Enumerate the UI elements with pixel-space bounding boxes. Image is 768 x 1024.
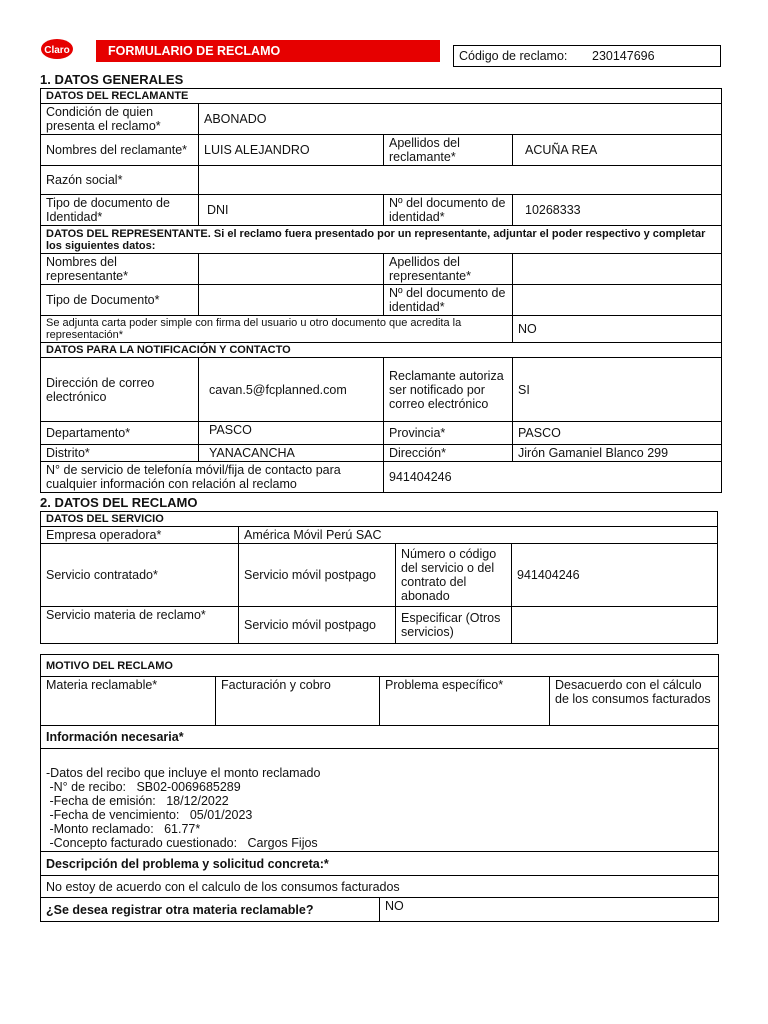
servicio-header: DATOS DEL SERVICIO	[41, 512, 718, 527]
rep-tipo-doc-label: Tipo de Documento*	[41, 285, 199, 316]
empresa-label: Empresa operadora*	[41, 527, 239, 544]
razon-label: Razón social*	[41, 166, 199, 195]
descripcion-header: Descripción del problema y solicitud concreta:*	[41, 852, 719, 876]
info-line: -Monto reclamado: 61.77*	[46, 822, 201, 836]
form-title: FORMULARIO DE RECLAMO	[96, 40, 440, 62]
info-line: -Concepto facturado cuestionado: Cargos Fijos	[46, 836, 318, 850]
problema-value[interactable]: Desacuerdo con el cálculo de los consumos facturados	[550, 677, 719, 726]
telefono-value[interactable]: 941404246	[384, 462, 722, 493]
carta-label: Se adjunta carta poder simple con firma del usuario u otro documento que acredita la representación*	[41, 316, 513, 343]
info-line: -Fecha de emisión: 18/12/2022	[46, 794, 229, 808]
rep-nombres-label: Nombres del representante*	[41, 254, 199, 285]
provincia-label: Provincia*	[384, 422, 513, 445]
section2-title: 2. DATOS DEL RECLAMO	[40, 495, 198, 510]
direccion-label: Dirección*	[384, 445, 513, 462]
rep-nombres-value[interactable]	[199, 254, 384, 285]
distrito-value[interactable]: YANACANCHA	[199, 445, 384, 462]
autoriza-label: Reclamante autoriza ser notificado por correo electrónico	[384, 358, 513, 422]
rep-apellidos-value[interactable]	[513, 254, 722, 285]
rep-tipo-doc-value[interactable]	[199, 285, 384, 316]
info-header: Información necesaria*	[41, 726, 719, 749]
otra-materia-label: ¿Se desea registrar otra materia reclamable?	[41, 898, 380, 922]
departamento-label: Departamento*	[41, 422, 199, 445]
distrito-label: Distrito*	[41, 445, 199, 462]
especificar-value[interactable]	[512, 607, 718, 644]
email-value[interactable]: cavan.5@fcplanned.com	[199, 358, 384, 422]
materia-reclamable-label: Materia reclamable*	[41, 677, 216, 726]
claim-code-value: 230147696	[592, 49, 655, 63]
claim-code-box	[453, 45, 721, 67]
info-line: -Fecha de vencimiento: 05/01/2023	[46, 808, 253, 822]
rep-num-doc-label: Nº del documento de identidad*	[384, 285, 513, 316]
empresa-value[interactable]: América Móvil Perú SAC	[239, 527, 718, 544]
materia-value[interactable]: Servicio móvil postpago	[239, 607, 396, 644]
contratado-label: Servicio contratado*	[41, 544, 239, 607]
especificar-label: Especificar (Otros servicios)	[396, 607, 512, 644]
representante-header: DATOS DEL REPRESENTANTE. Si el reclamo fuera presentado por un representante, adjuntar el poder respectivo y completar los siguientes datos:	[41, 226, 722, 254]
info-content	[41, 749, 719, 852]
email-label: Dirección de correo electrónico	[41, 358, 199, 422]
service-table	[40, 511, 718, 644]
section1-title: 1. DATOS GENERALES	[40, 72, 184, 87]
apellidos-value[interactable]: ACUÑA REA	[513, 135, 722, 166]
rep-apellidos-label: Apellidos del representante*	[384, 254, 513, 285]
nombres-value[interactable]: LUIS ALEJANDRO	[199, 135, 384, 166]
num-doc-value[interactable]: 10268333	[513, 195, 722, 226]
notificacion-header: DATOS PARA LA NOTIFICACIÓN Y CONTACTO	[41, 343, 722, 358]
direccion-value[interactable]: Jirón Gamaniel Blanco 299	[513, 445, 722, 462]
svg-text:Claro: Claro	[44, 45, 70, 56]
condicion-value[interactable]: ABONADO	[199, 104, 722, 135]
general-data-table	[40, 88, 722, 493]
apellidos-label: Apellidos del reclamante*	[384, 135, 513, 166]
tipo-doc-value[interactable]: DNI	[199, 195, 384, 226]
info-line: -N° de recibo: SB02-0069685289	[46, 780, 241, 794]
carta-value[interactable]: NO	[513, 316, 722, 343]
departamento-value[interactable]: PASCO	[199, 422, 384, 445]
claim-code-label: Código de reclamo:	[459, 49, 568, 63]
nombres-label: Nombres del reclamante*	[41, 135, 199, 166]
descripcion-value[interactable]: No estoy de acuerdo con el calculo de los consumos facturados	[41, 876, 719, 898]
problema-label: Problema específico*	[380, 677, 550, 726]
razon-value[interactable]	[199, 166, 722, 195]
contratado-value[interactable]: Servicio móvil postpago	[239, 544, 396, 607]
numero-label: Número o código del servicio o del contrato del abonado	[396, 544, 512, 607]
claro-logo	[40, 36, 76, 60]
rep-num-doc-value[interactable]	[513, 285, 722, 316]
telefono-label: N° de servicio de telefonía móvil/fija de contacto para cualquier información con relación al reclamo	[41, 462, 384, 493]
materia-reclamable-value[interactable]: Facturación y cobro	[216, 677, 380, 726]
motivo-header: MOTIVO DEL RECLAMO	[41, 655, 719, 677]
reclamante-header: DATOS DEL RECLAMANTE	[41, 89, 722, 104]
num-doc-label: Nº del documento de identidad*	[384, 195, 513, 226]
autoriza-value[interactable]: SI	[513, 358, 722, 422]
numero-value[interactable]: 941404246	[512, 544, 718, 607]
info-line: -Datos del recibo que incluye el monto reclamado	[46, 766, 321, 780]
motivo-table	[40, 654, 719, 922]
tipo-doc-label: Tipo de documento de Identidad*	[41, 195, 199, 226]
condicion-label: Condición de quien presenta el reclamo*	[41, 104, 199, 135]
otra-materia-value[interactable]: NO	[380, 898, 719, 922]
provincia-value[interactable]: PASCO	[513, 422, 722, 445]
materia-label: Servicio materia de reclamo*	[41, 607, 239, 644]
